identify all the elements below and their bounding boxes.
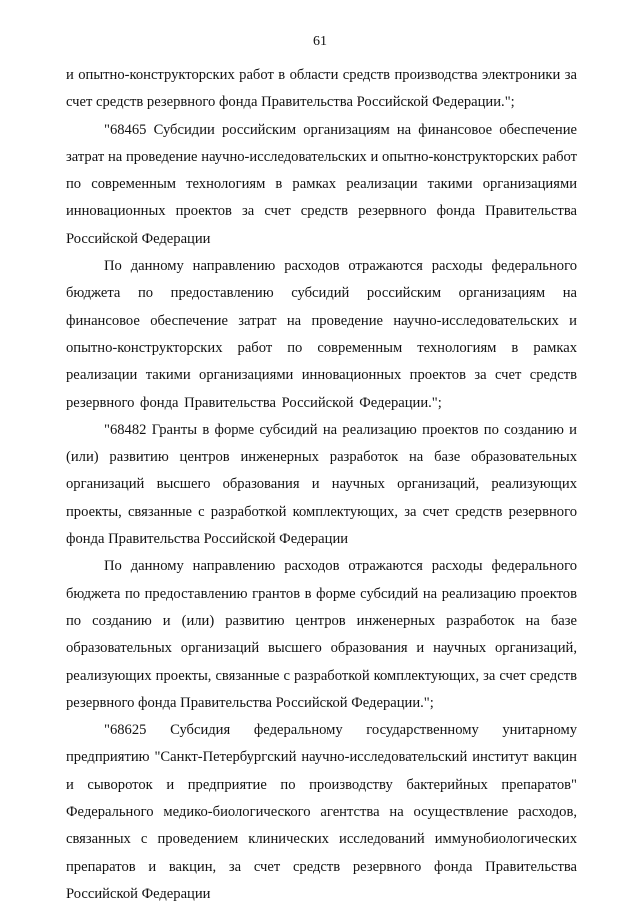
page-number: 61 bbox=[313, 34, 327, 49]
paragraph-68625-title: "68625 Субсидия федеральному государственному унитарному предприятию "Санкт-Петербургский научно-исследовательский институт вакцин и сывороток и предприятие по производству бактерийных препаратов" Федерального медико-биологического агентства на осуществление расходов, связанных с проведением клинических исследований иммунобиологических препаратов и вакцин, за счет средств резервного фонда Правительства Российской Федерации bbox=[66, 722, 577, 902]
paragraph-68482-description: По данному направлению расходов отражаются расходы федерального бюджета по предоставлению грантов в форме субсидий на реализацию проектов по созданию и (или) развитию центров инженерных разработок на базе образовательных организаций высшего образования и научных организаций, реализующих проекты, связанные с разработкой комплектующих, за счет средств резервного фонда Правительства Российской Федерации."; bbox=[66, 558, 577, 711]
paragraph-68465-description: По данному направлению расходов отражаются расходы федерального бюджета по предоставлению субсидий российским организациям на финансовое обеспечение затрат на проведение научно-исследовательских и опытно-конструкторских работ по современным технологиям в рамках реализации такими организациями инновационных проектов за счет средств резервного фонда Правительства Российской Федерации."; bbox=[66, 258, 577, 411]
paragraph-continuation: и опытно-конструкторских работ в области средств производства электроники за счет средств резервного фонда Правительства Российской Федерации."; bbox=[66, 67, 577, 111]
document-body bbox=[66, 62, 577, 908]
paragraph-68465-title: "68465 Субсидии российским организациям на финансовое обеспечение затрат на проведение научно-исследовательских и опытно-конструкторских работ по современным технологиям в рамках реализации такими организациями инновационных проектов за счет средств резервного фонда Правительства Российской Федерации bbox=[66, 121, 577, 247]
paragraph-68482-title: "68482 Гранты в форме субсидий на реализацию проектов по созданию и (или) развитию центров инженерных разработок на базе образовательных организаций высшего образования и научных организаций, реализующих проекты, связанные с разработкой комплектующих, за счет средств резервного фонда Правительства Российской Федерации bbox=[66, 421, 577, 548]
